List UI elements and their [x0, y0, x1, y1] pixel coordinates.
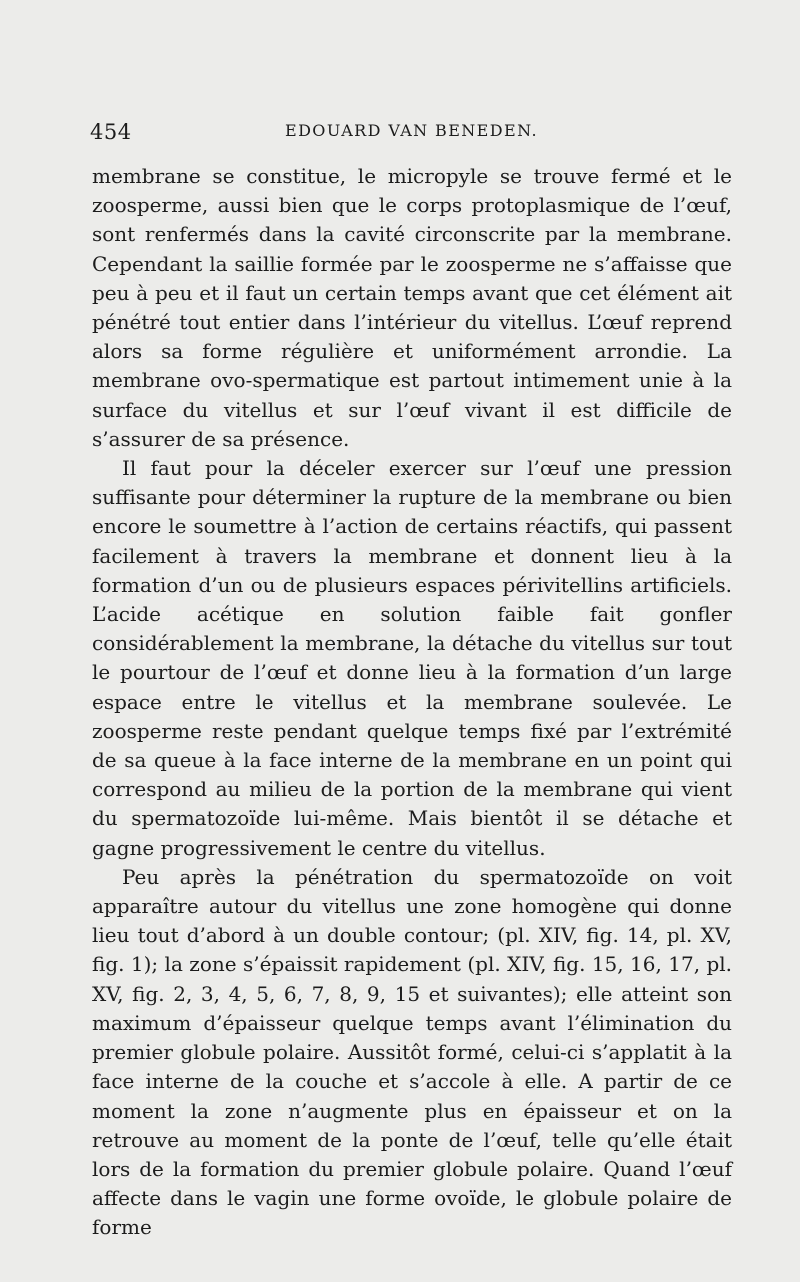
paragraph-1: membrane se constitue, le micropyle se trouve fermé et le zoosperme, aussi bien que le corps protoplasmique de l’œuf, sont renfermés dans la cavité circonscrite par la membrane. Cependant la saillie formée par le zoosperme ne s’affaisse que peu à peu et il faut un certain temps avant que cet élément ait pénétré tout entier dans l’intérieur du vitellus. L’œuf reprend alors sa forme régulière et uniformément arrondie. La membrane ovo-spermatique est partout intimement unie à la surface du vitellus et sur l’œuf vivant il est difficile de s’assurer de sa présence.	[92, 164, 732, 451]
paragraph-2: Il faut pour la déceler exercer sur l’œuf une pression suffisante pour déterminer la rupture de la membrane ou bien encore le soumettre à l’action de certains réactifs, qui passent facilement à travers la membrane et donnent lieu à la formation d’un ou de plusieurs espaces périvitellins artificiels. L’acide acétique en solution faible fait gonfler considérablement la membrane, la détache du vitellus sur tout le pourtour de l’œuf et donne lieu à la formation d’un large espace entre le vitellus et la membrane soulevée. Le zoosperme reste pendant quelque temps fixé par l’extrémité de sa queue à la face interne de la membrane en un point qui correspond au milieu de la portion de la membrane qui vient du spermatozoïde lui-même. Mais bientôt il se détache et gagne progressivement le centre du vitellus.	[92, 456, 732, 860]
body-text	[92, 162, 732, 1243]
running-head: EDOUARD VAN BENEDEN.	[285, 121, 538, 140]
paragraph-3: Peu après la pénétration du spermatozoïde on voit apparaître autour du vitellus une zone homogène qui donne lieu tout d’abord à un double contour; (pl. XIV, fig. 14, pl. XV, fig. 1); la zone s’épaissit rapidement (pl. XIV, fig. 15, 16, 17, pl. XV, fig. 2, 3, 4, 5, 6, 7, 8, 9, 15 et suivantes); elle atteint son maximum d’épaisseur quelque temps avant l’élimination du premier globule polaire. Aussitôt formé, celui-ci s’applatit à la face interne de la couche et s’accole à elle. A partir de ce moment la zone n’augmente plus en épaisseur et on la retrouve au moment de la ponte de l’œuf, telle qu’elle était lors de la formation du premier globule polaire. Quand l’œuf affecte dans le vagin une forme ovoïde, le globule polaire de forme	[92, 864, 732, 1240]
page-header	[90, 116, 730, 146]
page-number: 454	[90, 120, 132, 144]
